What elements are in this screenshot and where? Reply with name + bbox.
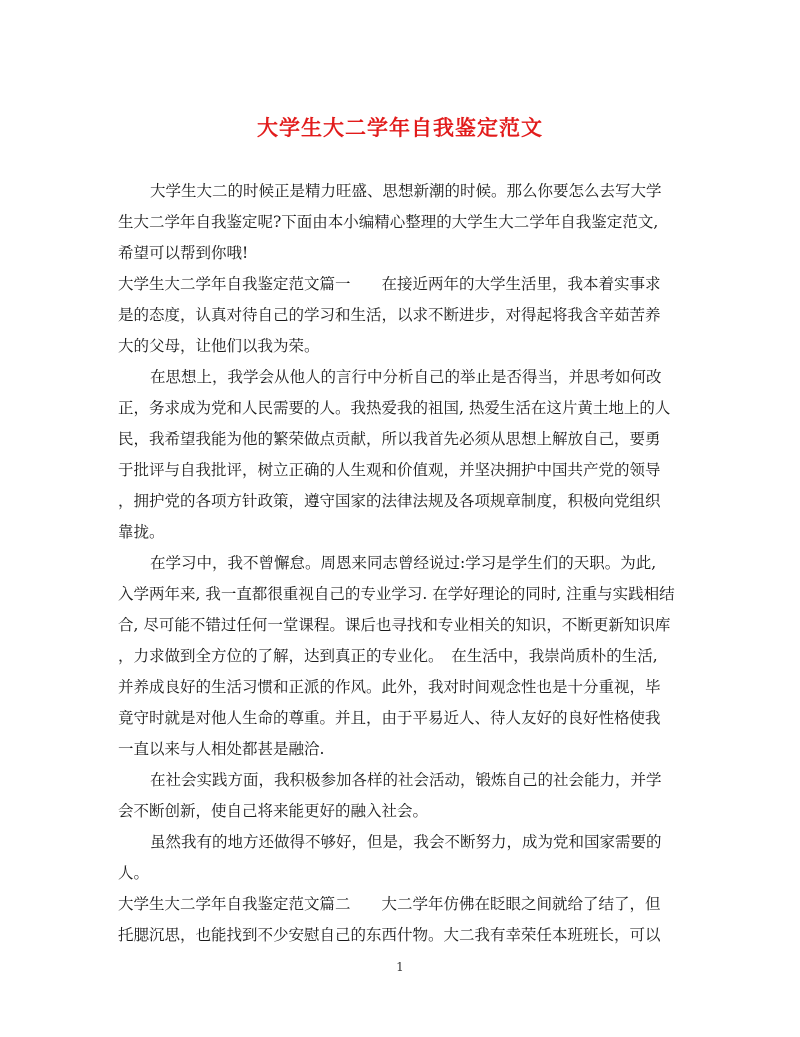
paragraph-line: 民，我希望我能为他的繁荣做点贡献，所以我首先必须从思想上解放自己，要勇 — [118, 430, 661, 448]
paragraph-line: 托腮沉思，也能找到不少安慰自己的东西什物。大二我有幸荣任本班班长，可以 — [118, 926, 661, 944]
paragraph-line: 在学习中，我不曾懈怠。周恩来同志曾经说过:学习是学生们的天职。为此, — [150, 554, 657, 572]
page-number: 1 — [396, 960, 404, 974]
paragraph-line: 大学生大二学年自我鉴定范文篇一 在接近两年的大学生活里，我本着实事求 — [118, 275, 661, 293]
paragraph-line: ，力求做到全方位的了解，达到真正的专业化。 在生活中，我崇尚质朴的生活, — [118, 647, 658, 665]
paragraph-line: 希望可以帮到你哦! — [118, 244, 249, 262]
paragraph-line: 靠拢。 — [118, 523, 165, 541]
paragraph-line: 大学生大二的时候正是精力旺盛、思想新潮的时候。那么你要怎么去写大学 — [150, 182, 662, 200]
paragraph-line: 大的父母，让他们以我为荣。 — [118, 337, 320, 355]
paragraph-line: 一直以来与人相处都甚是融洽. — [118, 740, 325, 758]
paragraph-line: 合, 尽可能不错过任何一堂课程。课后也寻找和专业相关的知识，不断更新知识库 — [118, 616, 671, 634]
paragraph-line: 生大二学年自我鉴定呢?下面由本小编精心整理的大学生大二学年自我鉴定范文, — [118, 213, 659, 231]
paragraph-line: 入学两年来, 我一直都很重视自己的专业学习. 在学好理论的同时, 注重与实践相结 — [118, 585, 675, 603]
paragraph-line: 竟守时就是对他人生命的尊重。并且，由于平易近人、待人友好的良好性格使我 — [118, 709, 661, 727]
paragraph-line: 人。 — [118, 864, 150, 882]
paragraph-line: 正，务求成为党和人民需要的人。我热爱我的祖国, 热爱生活在这片黄土地上的人 — [118, 399, 671, 417]
document-body — [118, 176, 684, 951]
paragraph-line: 大学生大二学年自我鉴定范文篇二 大二学年仿佛在眨眼之间就给了结了，但 — [118, 895, 661, 913]
paragraph-line: 在思想上，我学会从他人的言行中分析自己的举止是否得当，并思考如何改 — [150, 368, 662, 386]
paragraph-line: ，拥护党的各项方针政策，遵守国家的法律法规及各项规章制度，积极向党组织 — [118, 492, 661, 510]
page-title: 大学生大二学年自我鉴定范文 — [257, 116, 543, 140]
paragraph-line: 在社会实践方面，我积极参加各样的社会活动，锻炼自己的社会能力，并学 — [150, 771, 662, 789]
paragraph-line: 于批评与自我批评，树立正确的人生观和价值观，并坚决拥护中国共产党的领导 — [118, 461, 661, 479]
paragraph-line: 会不断创新，使自己将来能更好的融入社会。 — [118, 802, 429, 820]
paragraph-line: 虽然我有的地方还做得不够好，但是，我会不断努力，成为党和国家需要的 — [150, 833, 662, 851]
paragraph-line: 并养成良好的生活习惯和正派的作风。此外，我对时间观念性也是十分重视，毕 — [118, 678, 661, 696]
paragraph-line: 是的态度，认真对待自己的学习和生活，以求不断进步，对得起将我含辛茹苦养 — [118, 306, 661, 324]
